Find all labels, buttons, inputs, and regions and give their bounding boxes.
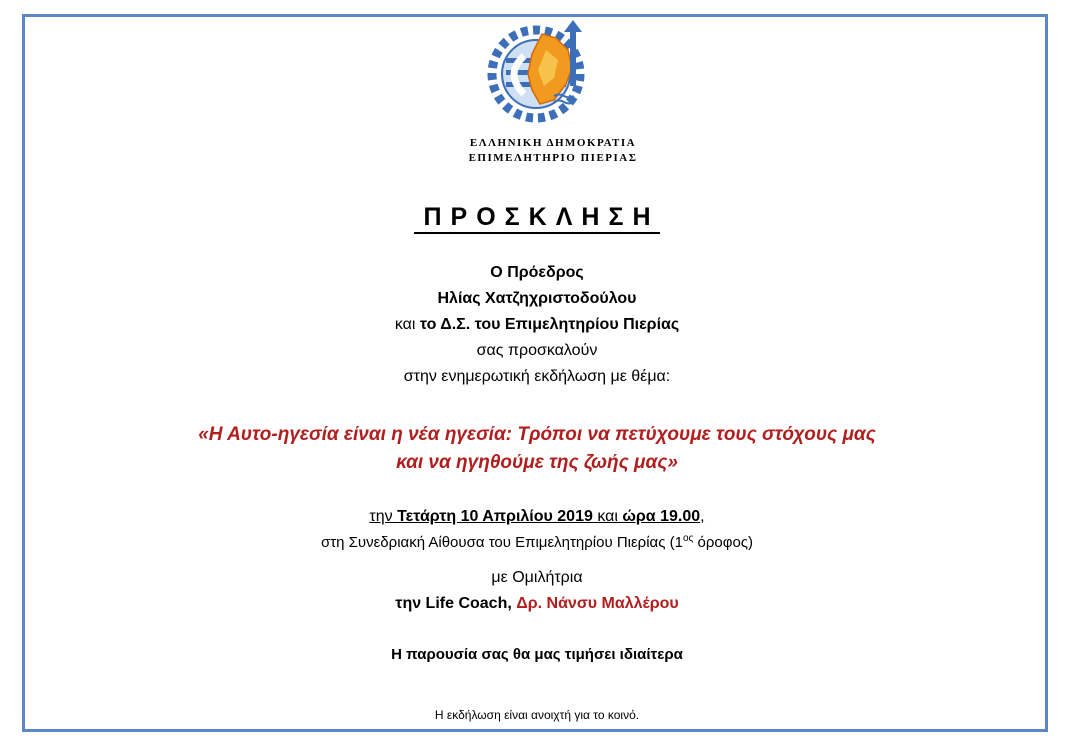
event-datetime bbox=[0, 508, 1074, 526]
president-name: Ηλίας Χατζηχριστοδούλου bbox=[437, 290, 637, 307]
speaker-line bbox=[0, 595, 1074, 613]
event-time: ώρα 19.00 bbox=[622, 508, 701, 525]
president-role: Ο Πρόεδρος bbox=[490, 264, 584, 281]
topic-line-1: «Η Αυτο-ηγεσία είναι η νέα ηγεσία: Τρόποι να πετύχουμε τους στόχους μας bbox=[198, 424, 876, 445]
invite-line: σας προσκαλούν bbox=[476, 342, 598, 359]
header-line-1: ΕΛΛΗΝΙΚΗ ΔΗΜΟΚΡΑΤΙΑ bbox=[469, 137, 637, 149]
footer-note: Η εκδήλωση είναι ανοιχτή για το κοινό. bbox=[434, 708, 640, 722]
event-date: Τετάρτη 10 Απριλίου 2019 bbox=[397, 508, 593, 525]
closing-line: Η παρουσία σας θα μας τιμήσει ιδιαίτερα bbox=[391, 646, 683, 663]
event-line: στην ενημερωτική εκδήλωση με θέμα: bbox=[403, 368, 671, 385]
page-title bbox=[0, 203, 1074, 232]
board-prefix: και bbox=[394, 316, 416, 333]
board-line bbox=[0, 316, 1074, 334]
venue-after: όροφος) bbox=[693, 534, 754, 551]
header-line-2: ΕΠΙΜΕΛΗΤΗΡΙΟ ΠΙΕΡΙΑΣ bbox=[468, 152, 638, 164]
date-mid: και bbox=[597, 508, 618, 525]
topic-line-2: και να ηγηθούμε της ζωής μας» bbox=[396, 452, 678, 473]
chamber-logo bbox=[484, 20, 598, 124]
venue-text: στη Συνεδριακή Αίθουσα του Επιμελητηρίου Πιερίας (1 bbox=[320, 534, 683, 551]
speaker-intro: με Ομιλήτρια bbox=[491, 569, 583, 586]
venue-sup: ος bbox=[682, 533, 694, 544]
speaker-role: την Life Coach, bbox=[395, 595, 512, 612]
title-text: ΠΡΟΣΚΛΗΣΗ bbox=[414, 203, 659, 234]
event-venue bbox=[0, 533, 1074, 551]
date-suffix: , bbox=[700, 508, 705, 525]
speaker-name: Δρ. Νάνσυ Μαλλέρου bbox=[516, 595, 679, 612]
date-prefix: την bbox=[369, 508, 393, 525]
board-name: το Δ.Σ. του Επιμελητηρίου Πιερίας bbox=[419, 316, 680, 333]
